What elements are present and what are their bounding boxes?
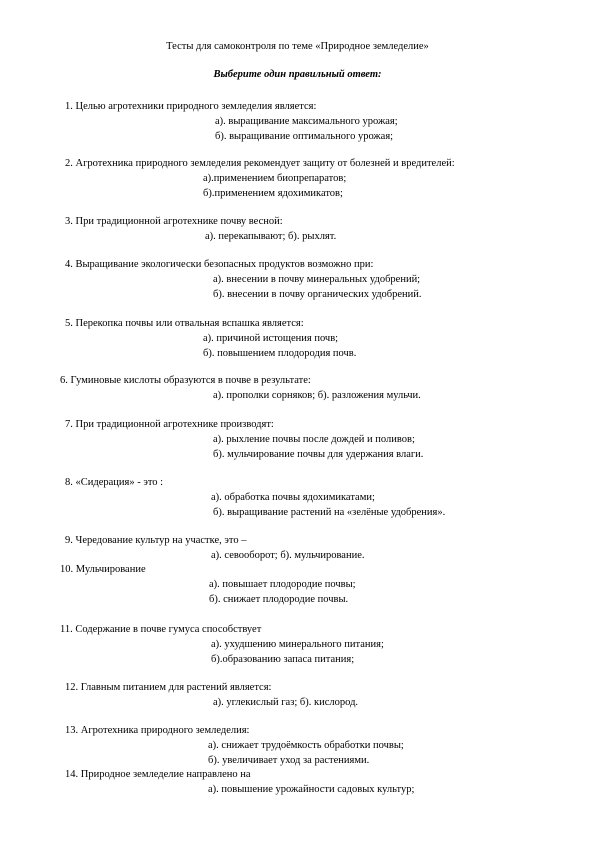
answer-option: б). увеличивает уход за растениями.: [208, 755, 370, 766]
question-text: 8. «Сидерация» - это :: [65, 477, 164, 488]
answer-option: а). рыхление почвы после дождей и поливов;: [213, 434, 415, 445]
answer-option: а). ухудшению минерального питания;: [211, 639, 384, 650]
answer-option: б). внесении в почву органических удобрений.: [213, 289, 422, 300]
question-text: 3. При традиционной агротехнике почву весной:: [65, 216, 283, 227]
answer-option: а). перекапывают; б). рыхлят.: [205, 231, 337, 242]
answer-option: а). внесении в почву минеральных удобрений;: [213, 274, 421, 285]
question-text: 5. Перекопка почвы или отвальная вспашка является:: [65, 318, 304, 329]
instruction-heading: Выберите один правильный ответ:: [213, 69, 382, 80]
answer-option: б). повышением плодородия почв.: [203, 348, 357, 359]
question-text: 2. Агротехника природного земледелия рекомендует защиту от болезней и вредителей:: [65, 158, 455, 169]
answer-option: а). прополки сорняков; б). разложения мульчи.: [213, 390, 421, 401]
answer-option: а). повышение урожайности садовых культур;: [208, 784, 415, 795]
answer-option: б). выращивание растений на «зелёные удобрения».: [213, 507, 446, 518]
answer-option: а). обработка почвы ядохимикатами;: [211, 492, 375, 503]
question-text: 11. Содержание в почве гумуса способствует: [60, 624, 262, 635]
question-text: 10. Мульчирование: [60, 564, 146, 575]
answer-option: б). выращивание оптимального урожая;: [215, 131, 394, 142]
question-text: 7. При традиционной агротехнике производят:: [65, 419, 274, 430]
answer-option: а). причиной истощения почв;: [203, 333, 339, 344]
page-title: Тесты для самоконтроля по теме «Природное земледелие»: [166, 41, 429, 52]
answer-option: а). снижает трудоёмкость обработки почвы;: [208, 740, 404, 751]
answer-option: а). севооборот; б). мульчирование.: [211, 550, 365, 561]
answer-option: б). снижает плодородие почвы.: [209, 594, 349, 605]
answer-option: а). углекислый газ; б). кислород.: [213, 697, 359, 708]
answer-option: а).применением биопрепаратов;: [203, 173, 347, 184]
answer-option: б). мульчирование почвы для удержания влаги.: [213, 449, 424, 460]
question-text: 6. Гуминовые кислоты образуются в почве в результате:: [60, 375, 311, 386]
question-text: 4. Выращивание экологически безопасных продуктов возможно при:: [65, 259, 374, 270]
answer-option: б).образованию запаса питания;: [211, 654, 355, 665]
question-text: 13. Агротехника природного земледелия:: [65, 725, 250, 736]
question-text: 12. Главным питанием для растений является:: [65, 682, 272, 693]
answer-option: а). выращивание максимального урожая;: [215, 116, 398, 127]
question-text: 1. Целью агротехники природного земледелия является:: [65, 101, 317, 112]
answer-option: а). повышает плодородие почвы;: [209, 579, 356, 590]
answer-option: б).применением ядохимикатов;: [203, 188, 343, 199]
question-text: 9. Чередование культур на участке, это –: [65, 535, 247, 546]
question-text: 14. Природное земледелие направлено на: [65, 769, 251, 780]
